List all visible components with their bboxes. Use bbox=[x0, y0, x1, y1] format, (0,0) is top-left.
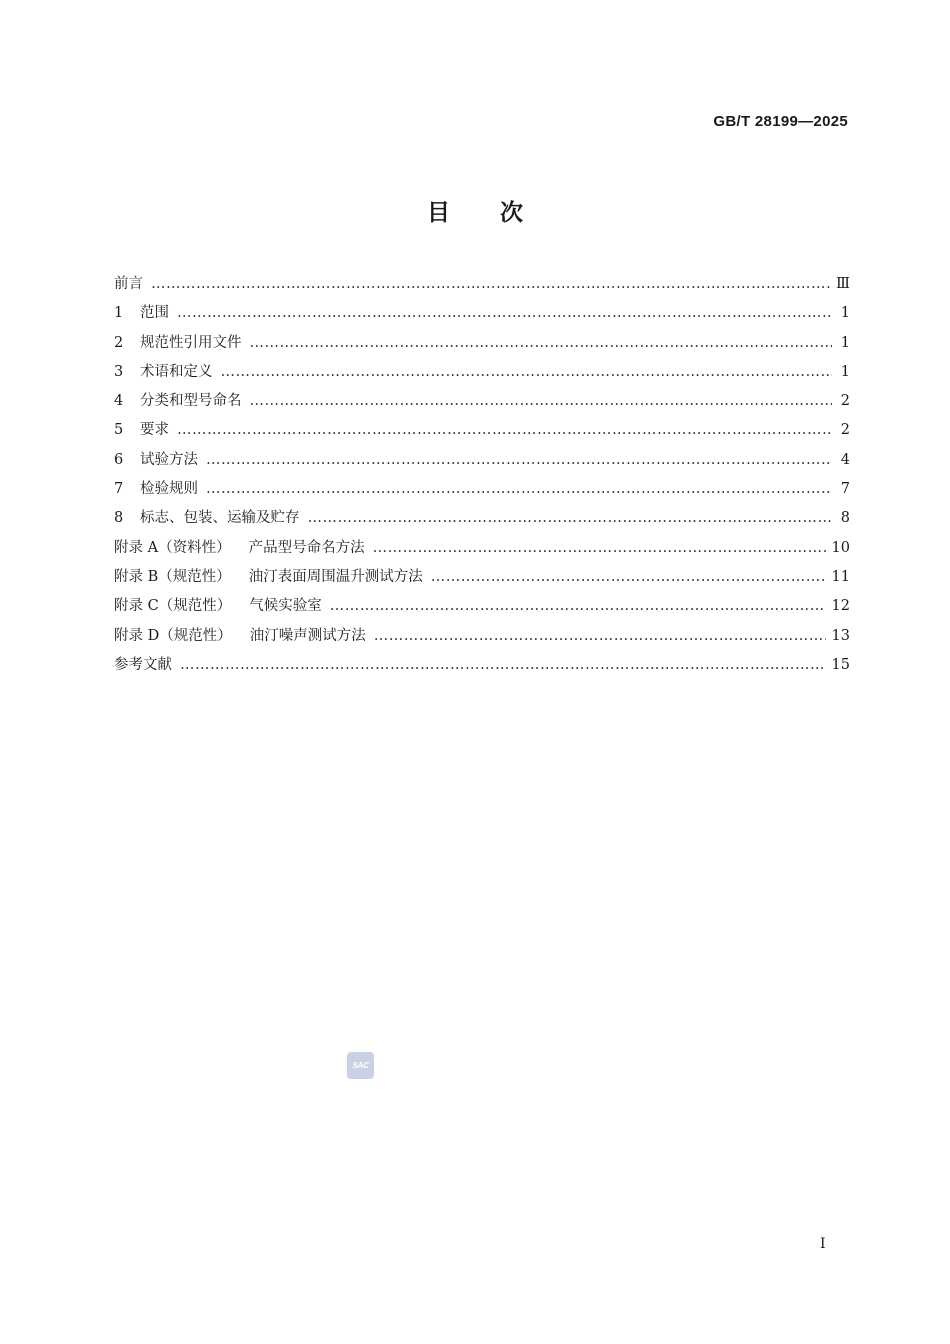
toc-leader bbox=[374, 622, 826, 651]
toc-entry-number: 4 bbox=[114, 393, 124, 410]
page-number: I bbox=[820, 1236, 826, 1252]
toc-entry-page: 15 bbox=[831, 656, 850, 673]
toc-entry-label: 规范性引用文件 bbox=[140, 334, 242, 351]
toc-entry-clause-6[interactable] bbox=[114, 446, 850, 475]
toc-entry-clause-8[interactable] bbox=[114, 504, 850, 533]
toc-entry-number: 8 bbox=[114, 510, 124, 527]
toc-entry-label: 油汀噪声测试方法 bbox=[249, 627, 366, 644]
toc-leader bbox=[177, 416, 832, 445]
toc-entry-clause-4[interactable] bbox=[114, 387, 850, 416]
toc-entry-page: 1 bbox=[840, 305, 850, 322]
toc-entry-label: 范围 bbox=[140, 305, 169, 322]
toc-leader bbox=[206, 446, 832, 475]
toc-annex-prefix: 附录 D（规范性） bbox=[114, 627, 232, 644]
toc-leader bbox=[151, 270, 830, 299]
toc-entry-label: 气候实验室 bbox=[249, 598, 322, 615]
toc-entry-label: 油汀表面周围温升测试方法 bbox=[248, 568, 423, 585]
toc-leader bbox=[330, 592, 826, 621]
toc-entry-page: 2 bbox=[840, 393, 850, 410]
toc-entry-clause-3[interactable] bbox=[114, 358, 850, 387]
toc-entry-label: 参考文献 bbox=[114, 656, 172, 673]
toc-entry-label: 术语和定义 bbox=[140, 363, 213, 380]
toc-leader bbox=[250, 387, 833, 416]
toc-entry-clause-1[interactable] bbox=[114, 299, 850, 328]
toc-entry-number: 3 bbox=[114, 363, 124, 380]
standard-number: GB/T 28199—2025 bbox=[713, 113, 848, 130]
toc-leader bbox=[373, 534, 826, 563]
toc-entry-annex-b[interactable] bbox=[114, 563, 850, 592]
toc-entry-label: 标志、包装、运输及贮存 bbox=[140, 510, 300, 527]
toc-entry-page: 10 bbox=[831, 539, 850, 556]
toc-entry-label: 试验方法 bbox=[140, 451, 198, 468]
toc-annex-prefix: 附录 A（资料性） bbox=[114, 539, 231, 556]
toc-entry-page: 8 bbox=[840, 510, 850, 527]
table-of-contents bbox=[114, 270, 850, 680]
toc-entry-page: 12 bbox=[831, 598, 850, 615]
page-title: 目次 bbox=[427, 200, 573, 226]
toc-entry-label: 检验规则 bbox=[140, 481, 198, 498]
toc-entry-annex-d[interactable] bbox=[114, 622, 850, 651]
toc-leader bbox=[221, 358, 833, 387]
sac-logo-icon bbox=[347, 1052, 374, 1079]
toc-entry-page: Ⅲ bbox=[836, 276, 850, 292]
toc-leader bbox=[206, 475, 832, 504]
toc-entry-label: 产品型号命名方法 bbox=[248, 539, 365, 556]
toc-leader bbox=[250, 329, 833, 358]
toc-entry-annex-c[interactable] bbox=[114, 592, 850, 621]
toc-entry-label: 要求 bbox=[140, 422, 169, 439]
sac-logo-text: SAC bbox=[352, 1061, 369, 1070]
toc-entry-page: 13 bbox=[831, 627, 850, 644]
toc-annex-prefix: 附录 B（规范性） bbox=[114, 568, 231, 585]
toc-entry-clause-5[interactable] bbox=[114, 416, 850, 445]
toc-entry-page: 4 bbox=[840, 451, 850, 468]
toc-entry-clause-7[interactable] bbox=[114, 475, 850, 504]
toc-leader bbox=[180, 651, 826, 680]
toc-entry-bibliography[interactable] bbox=[114, 651, 850, 680]
toc-entry-number: 1 bbox=[114, 305, 124, 322]
toc-entry-foreword[interactable] bbox=[114, 270, 850, 299]
toc-entry-clause-2[interactable] bbox=[114, 329, 850, 358]
toc-entry-page: 1 bbox=[840, 334, 850, 351]
toc-entry-number: 5 bbox=[114, 422, 124, 439]
toc-entry-page: 2 bbox=[840, 422, 850, 439]
toc-leader bbox=[308, 504, 833, 533]
toc-leader bbox=[431, 563, 826, 592]
toc-entry-page: 11 bbox=[831, 568, 850, 585]
toc-entry-label: 分类和型号命名 bbox=[140, 393, 242, 410]
toc-entry-annex-a[interactable] bbox=[114, 534, 850, 563]
toc-leader bbox=[177, 299, 832, 328]
toc-annex-prefix: 附录 C（规范性） bbox=[114, 598, 232, 615]
toc-entry-number: 7 bbox=[114, 481, 124, 498]
toc-entry-page: 1 bbox=[840, 363, 850, 380]
toc-entry-number: 2 bbox=[114, 334, 124, 351]
toc-entry-page: 7 bbox=[840, 481, 850, 498]
toc-entry-label: 前言 bbox=[114, 276, 143, 292]
toc-entry-number: 6 bbox=[114, 451, 124, 468]
